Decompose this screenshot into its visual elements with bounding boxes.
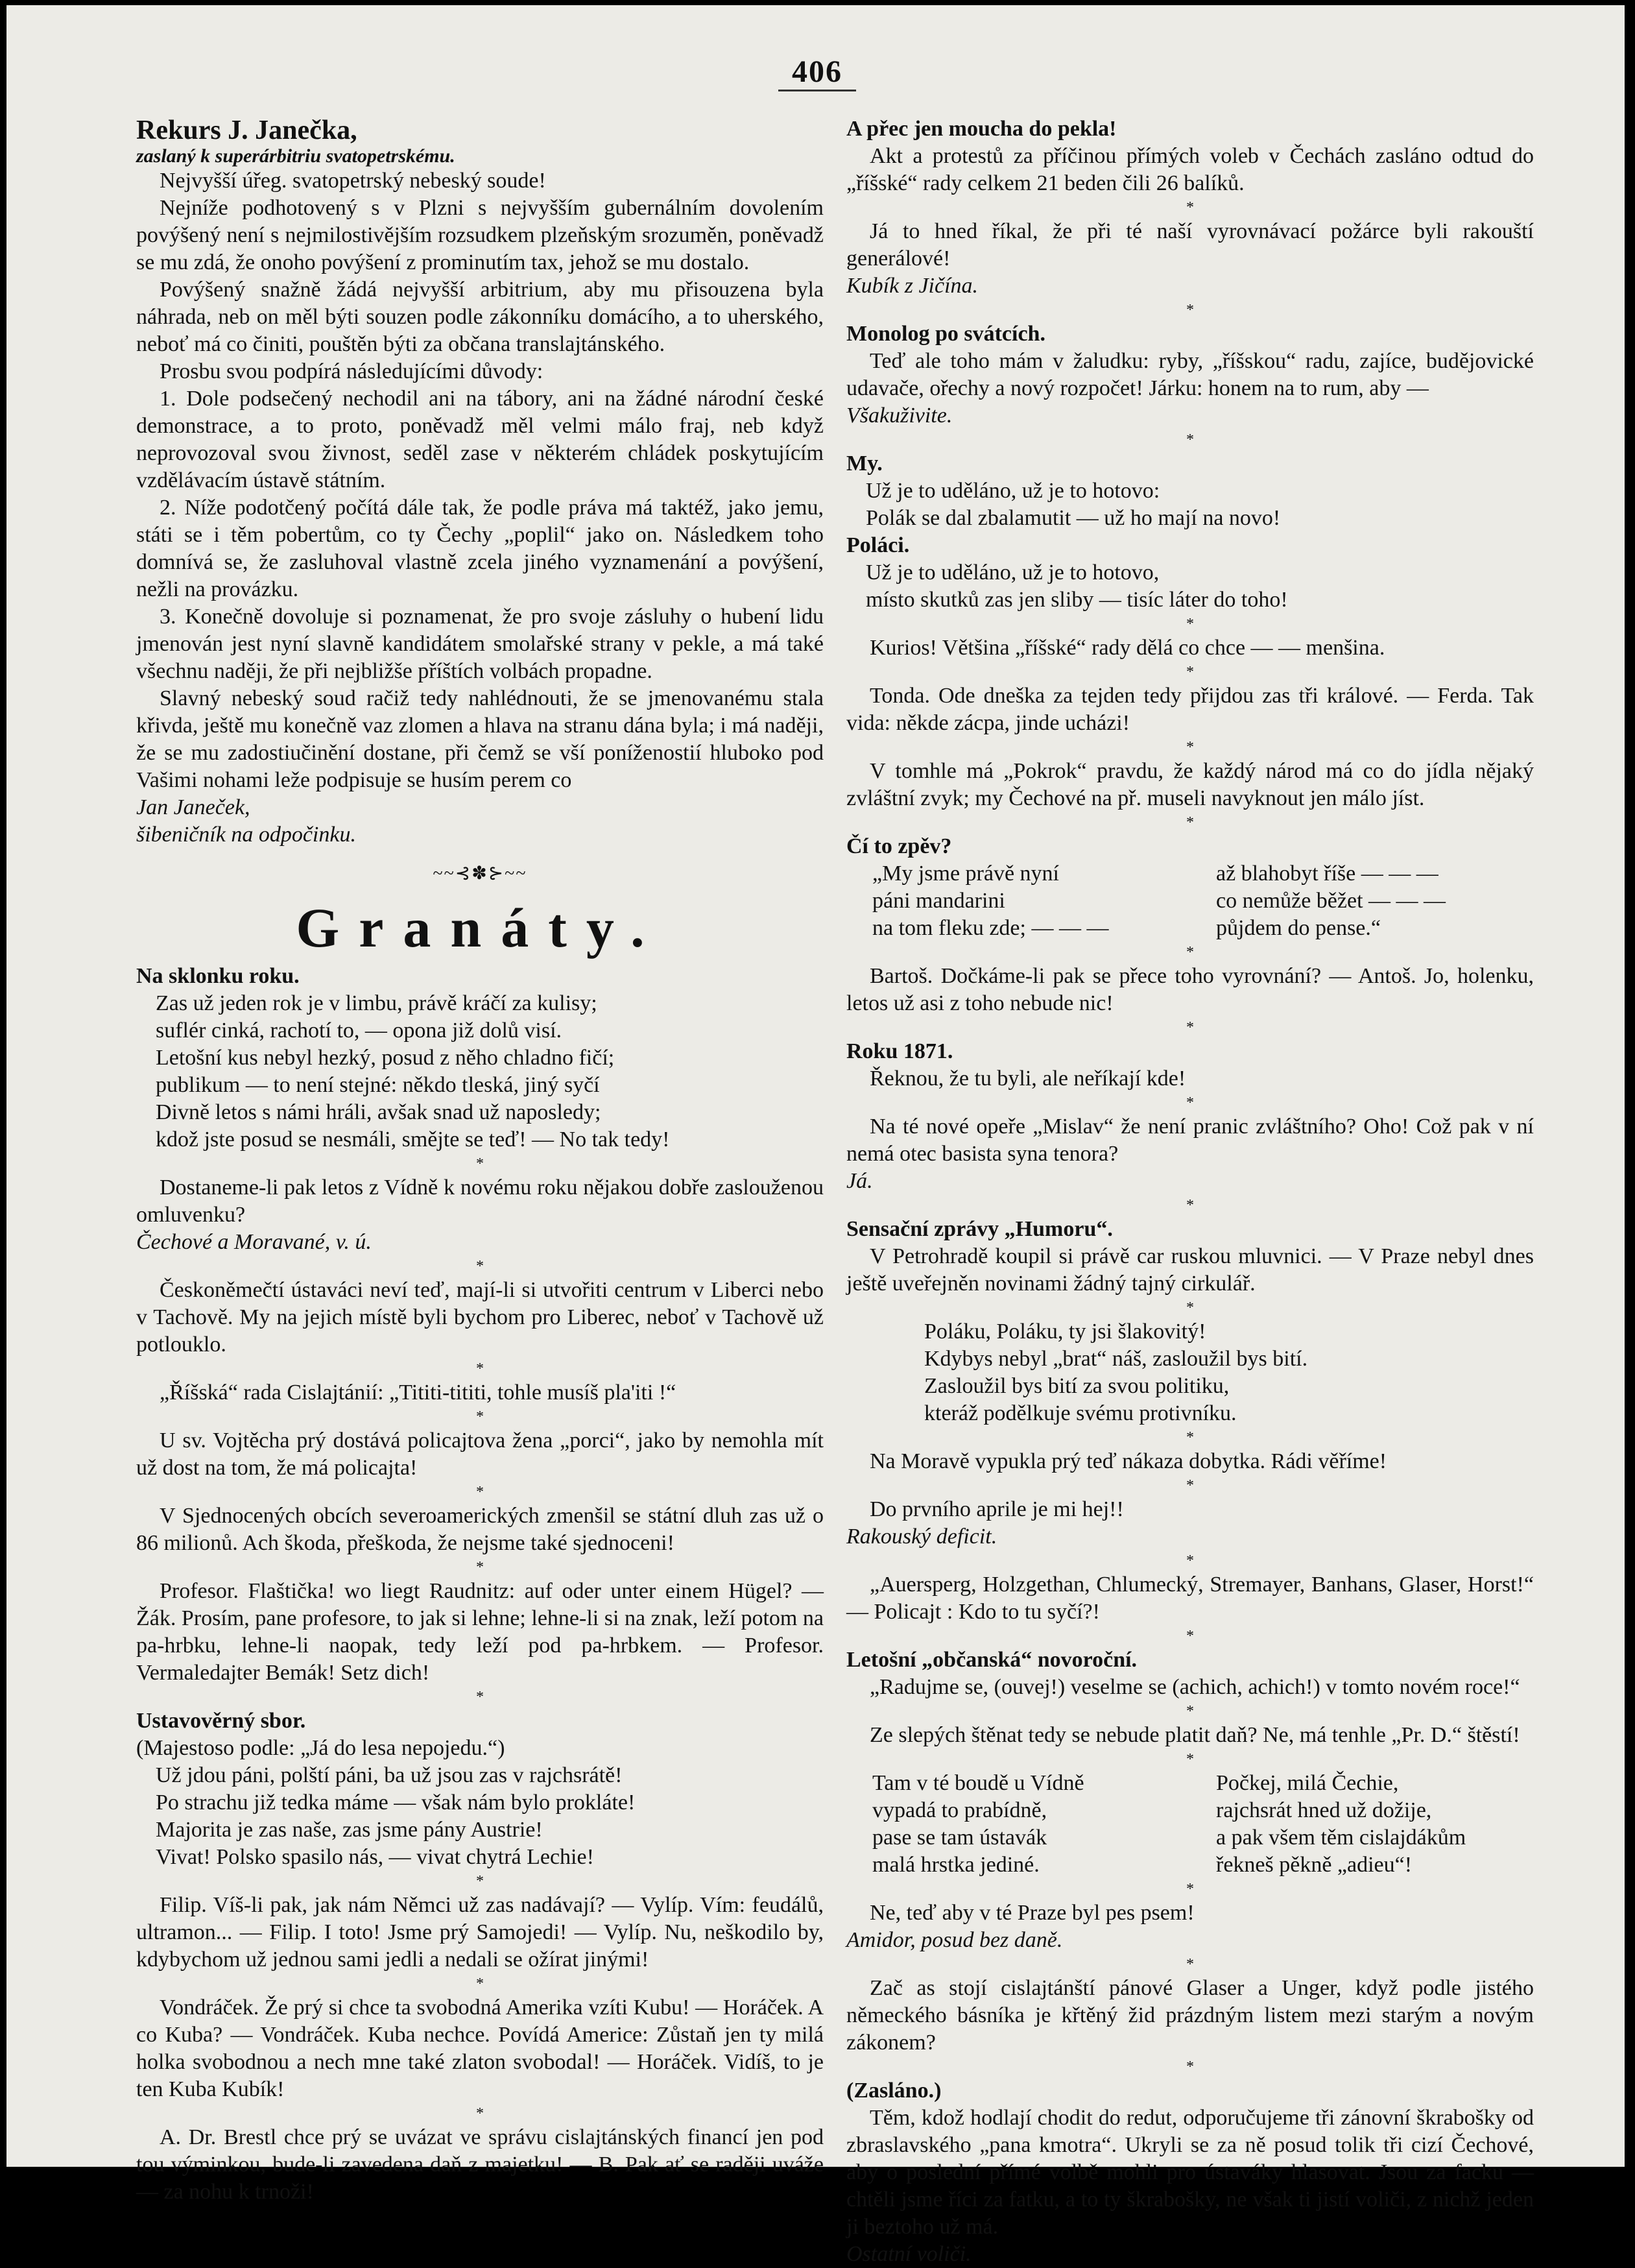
poem [156,1762,824,1871]
poem-line: kdož jste posud se nesmáli, smějte se teď! — No tak tedy! [156,1128,670,1152]
paragraph: Na Moravě vypukla prý teď nákaza dobytka. Rádi věříme! [870,1449,1387,1473]
star-separator: * [1186,199,1194,216]
rekurs-paragraph: Slavný nebeský soud račiž tedy nahlédnouti, že se jmenovanému stala křivda, ještě mu konečně vaz zlomen a hlava na stranu dána byla; i má naději, že se mu zadostiučinění dostane, při čemž se vší poníženostií hluboko pod Vašimi nohami leže podpisuje se husím perem co [136,686,824,792]
poem [866,477,1534,532]
star-separator: * [1186,302,1194,319]
star-separator: * [476,1484,484,1501]
poem-line: Už jdou páni, polští páni, ba už jsou zas v rajchsrátě! [156,1763,623,1787]
paragraph: Teď ale toho mám v žaludku: ryby, „říšskou“ radu, zajíce, budějovické udavače, ořechy a nový rozpočet! Járku: honem na to rum, aby — [846,349,1534,400]
section-title: Roku 1871. [846,1039,953,1063]
star-separator: * [1186,814,1194,831]
paragraph: Řeknou, že tu byli, ale neříkají kde! [870,1067,1186,1091]
signature: Rakouský deficit. [846,1525,997,1549]
rekurs-paragraph: 1. Dole podsečený nechodil ani na tábory, ani na žádné národní české demonstrace, a to proto, poněvadž měl velmi málo fraj, neb když neprovozoval svou živnost, seděl zase v některém chládek poskytujícím vzdělávacím ústavě státním. [136,387,824,492]
paragraph: „Auersperg, Holzgethan, Chlumecký, Stremayer, Banhans, Glaser, Horst!“ — Policajt : Kdo to tu syčí?! [846,1573,1534,1624]
star-separator: * [1186,1628,1194,1645]
section-title: My. [846,452,883,476]
star-separator: * [1186,1477,1194,1494]
star-separator: * [1186,1552,1194,1569]
rekurs-paragraph: Prosbu svou podpírá následujícími důvody: [160,359,543,383]
signature: Já. [846,1169,873,1193]
rekurs-paragraph: 3. Konečně dovoluje si poznamenat, že pro svoje zásluhy o hubení lidu jmenován jest nyní slavně kandidátem smolařské strany v pekle, a má také všechnu naději, že při nejbližše příštích volbách propadne. [136,605,824,683]
poem-line: pase se tam ústavák [872,1826,1047,1850]
star-separator: * [1186,739,1194,756]
left-column [136,115,824,2204]
star-separator: * [1186,616,1194,633]
star-separator: * [1186,1881,1194,1898]
poem-line: Kdybys nebyl „brat“ náš, zasloužil bys bití. [924,1347,1308,1371]
poem-line: Polák se dal zbalamutit — už ho mají na novo! [866,506,1281,530]
poem-line: půjdem do pense.“ [1216,916,1381,940]
rekurs-subtitle: zaslaný k superárbitriu svatopetrskému. [136,145,455,167]
paragraph: V Petrohradě koupil si právě car ruskou mluvnici. — V Praze nebyl dnes ještě uveřejněn novinami žádný tajný cirkulář. [846,1244,1534,1296]
paragraph: Na té nové opeře „Mislav“ že není pranic zvláštního? Oho! Což pak v ní nemá otec basista syna tenora? [846,1115,1534,1166]
poem-line: suflér cinká, rachotí to, — opona již dolů visí. [156,1019,562,1043]
two-column-poem [872,860,1534,942]
poem-line: kteráž podělkuje svému protivníku. [924,1401,1237,1425]
star-separator: * [476,1408,484,1425]
paragraph: Profesor. Flaštička! wo liegt Raudnitz: auf oder unter einem Hügel? — Žák. Prosím, pane profesore, to jak si lehne; lehne-li si na znak, leží potom na pa-hrbku, lehne-li naopak, tedy leží pod pa-hrbkem. — Profesor. Vermaledajter Bemák! Setz dich! [136,1579,824,1685]
star-separator: * [1186,664,1194,681]
star-separator: * [476,1559,484,1576]
poem-line: páni mandarini [872,889,1005,913]
poem [924,1318,1534,1427]
star-separator: * [1186,1197,1194,1214]
poem-line: Majorita je zas naše, zas jsme pány Austrie! [156,1818,543,1842]
page-number: 406 [778,54,856,91]
poem-line: až blahobyt říše — — — [1216,862,1438,886]
section-title: A přec jen moucha do pekla! [846,117,1117,141]
section-subtitle: (Majestoso podle: „Já do lesa nepojedu.“) [136,1736,505,1760]
star-separator: * [476,2105,484,2122]
poem-line: na tom fleku zde; — — — [872,916,1109,940]
rekurs-signature: šibeničník na odpočinku. [136,823,356,847]
paragraph: Kurios! Většina „říšské“ rady dělá co chce — — menšina. [870,636,1385,660]
section-title: Na sklonku roku. [136,964,300,988]
paragraph: Tonda. Ode dneška za tejden tedy přijdou zas tři králové. — Ferda. Tak vida: někde zácpa, jinde ucházi! [846,684,1534,735]
star-separator: * [476,1360,484,1377]
paragraph: Ne, teď aby v té Praze byl pes psem! [870,1901,1195,1925]
paragraph: Vondráček. Že prý si chce ta svobodná Amerika vzíti Kubu! — Horáček. A co Kuba? — Vondráček. Kuba nechce. Povídá Americe: Zůstaň jen ty milá holka svobodnou a nech mne také zlaton svobodal! — Horáček. Vidíš, to je ten Kuba Kubík! [136,1996,824,2101]
poem-line: Zas už jeden rok je v limbu, právě kráčí za kulisy; [156,991,597,1015]
section-title: Letošní „občanská“ novoroční. [846,1648,1138,1672]
star-separator: * [1186,1299,1194,1316]
paragraph: Já to hned říkal, že při té naší vyrovnávací požárce byli rakouští generálové! [846,219,1534,271]
rekurs-paragraph: Nejvyšší úřeg. svatopetrský nebeský soude! [160,169,546,193]
section-title: Sensační zprávy „Humoru“. [846,1217,1113,1241]
poem-line: co nemůže běžet — — — [1216,889,1446,913]
signature: Amidor, posud bez daně. [846,1928,1063,1952]
poem-line: místo skutků zas jen sliby — tisíc láter do toho! [866,588,1288,612]
paragraph: V tomhle má „Pokrok“ pravdu, že každý národ má co do jídla nějaký zvláštní zvyk; my Čechové na př. museli navyknout jen málo jíst. [846,759,1534,810]
star-separator: * [1186,1094,1194,1111]
paragraph: Zač as stojí cislajtánští pánové Glaser a Unger, když podle jistého německého básníka je křtěný žid prázdným listem mezi starým a novým zákonem? [846,1976,1534,2055]
two-column-poem [872,1770,1534,1879]
poem-line: rajchsrát hned už dožije, [1216,1798,1432,1822]
poem-line: Poláku, Poláku, ty jsi šlakovitý! [924,1320,1206,1344]
poem [866,559,1534,614]
poem-line: řekneš pěkně „adieu“! [1216,1853,1413,1877]
poem-line: „My jsme právě nyní [872,862,1059,886]
newspaper-page [6,5,1625,2266]
star-separator: * [1186,1956,1194,1973]
paragraph: V Sjednocených obcích severoamerických zmenšil se státní dluh zas už o 86 milionů. Ach škoda, přeškoda, že nejsme také sjednoceni! [136,1504,824,1555]
paragraph: Bartoš. Dočkáme-li pak se přece toho vyrovnání? — Antoš. Jo, holenku, letos už asi z toho nebude nic! [846,964,1534,1015]
poem-line: publikum — to není stejné: někdo tleská, jiný syčí [156,1073,600,1097]
right-column [846,115,1534,2266]
poem-line: Zasloužil bys bití za svou politiku, [924,1374,1230,1398]
poem-line: a pak všem těm cislajdákům [1216,1826,1466,1850]
paragraph: A. Dr. Brestl chce prý se uvázat ve správu cislajtánských financí jen pod tou výminkou, bude-li zavedena daň z majetku! — B. Pak ať se raději uváže — za nohu k trnoži! [136,2125,824,2204]
paragraph: „Říšská“ rada Cislajtánií: „Tititi-tititi, tohle musíš pla'iti !“ [160,1381,676,1405]
paragraph: Těm, kdož hodlají chodit do redut, odporučujeme tři zánovní škrabošky od zbraslavského „pana kmotra“. Ukryli se za ně posud tolik tři cizí Čechové, aby o poslední přímé volbě mohli pro ústaváky hlasovat. Jsou za facku — chtěli jsme říci za fatku, a to ty škrabošky, ne však ti jistí voliči, z nichž jeden ji beztoho už má. [846,2106,1534,2239]
star-separator: * [476,1258,484,1275]
paragraph: Filip. Víš-li pak, jak nám Němci už zas nadávají? — Vylíp. Vím: feudálů, ultramon... — Filip. I toto! Jsme prý Samojedi! — Vylíp. Nu, neškodilo by, kdybychom už jednou sami jedli a nedali se ožírat jinými! [136,1893,824,1972]
poem-line: Už je to uděláno, už je to hotovo: [866,479,1160,503]
star-separator: * [1186,1703,1194,1720]
granaty-heading: Granáty. [296,897,664,959]
rekurs-paragraph: Nejníže podhotovený s v Plzni s nejvyšším gubernálním dovolením povýšený není s nejmilostivějším rozsudkem plzeňským srozuměn, poněvadž se mu zdá, že onoho povýšení z prominutím tax, jehož se mu dostalo. [136,196,824,274]
paragraph: Ze slepých štěnat tedy se nebude platit daň? Ne, má tenhle „Pr. D.“ štěstí! [870,1723,1520,1747]
section-title: Čí to zpěv? [846,834,952,858]
poem-line: Tam v té boudě u Vídně [872,1771,1084,1795]
section-title: Poláci. [846,533,910,557]
paragraph: „Radujme se, (ouvej!) veselme se (achich, achich!) v tomto novém roce!“ [870,1675,1520,1699]
star-separator: * [1186,2058,1194,2075]
poem-line: vypadá to prabídně, [872,1798,1047,1822]
star-separator: * [476,1689,484,1706]
star-separator: * [476,1873,484,1890]
star-separator: * [1186,944,1194,961]
poem-line: malá hrstka jediné. [872,1853,1040,1877]
star-separator: * [1186,431,1194,448]
paragraph: Českoněmečtí ústaváci neví teď, mají-li si utvořiti centrum v Liberci nebo v Tachově. My na jejich místě byli bychom pro Liberec, neboť v Tachově už potlouklo. [136,1278,824,1357]
poem-line: Už je to uděláno, už je to hotovo, [866,561,1160,585]
star-separator: * [476,1155,484,1172]
poem-line: Počkej, milá Čechie, [1216,1771,1399,1795]
poem [156,990,824,1153]
ornament-divider: ~~⊰✽⊱~~ [433,863,527,884]
section-title: Monolog po svátcích. [846,322,1045,346]
poem-line: Vivat! Polsko spasilo nás, — vivat chytrá Lechie! [156,1845,594,1869]
star-separator: * [476,1975,484,1992]
signature: Ostatní voliči. [846,2242,972,2266]
star-separator: * [1186,1019,1194,1036]
star-separator: * [1186,1429,1194,1446]
section-title: (Zasláno.) [846,2079,942,2103]
signature: Všakuživite. [846,404,953,428]
signature: Kubík z Jičína. [846,274,979,298]
star-separator: * [1186,1751,1194,1768]
paragraph: U sv. Vojtěcha prý dostává policajtova žena „porci“, jako by nemohla mít už dost na tom, že má policajta! [136,1429,824,1480]
rekurs-paragraph: Povýšený snažně žádá nejvyšší arbitrium, aby mu přisouzena byla náhrada, neb on měl býti souzen podle zákonníku domácího, a to uherského, neboť má co činiti, pouštěn býti za občana translajtánského. [136,278,824,356]
paragraph: Akt a protestů za příčinou přímých voleb v Čechách zasláno odtud do „říšské“ rady celkem 21 beden čili 26 balíků. [846,144,1534,195]
paragraph: Do prvního aprile je mi hej!! [870,1497,1124,1521]
poem-line: Letošní kus nebyl hezký, posud z něho chladno fičí; [156,1046,615,1070]
paragraph: Dostaneme-li pak letos z Vídně k novému roku nějakou dobře zaslouženou omluvenku? [136,1176,824,1227]
section-title: Ustavověrný sbor. [136,1709,306,1733]
rekurs-paragraph: 2. Níže podotčený počítá dále tak, že podle práva má taktéž, jako jemu, státi se i těm pobertům, co ty Čechy „poplil“ jako on. Následkem toho domnívá se, že zasluhoval vlastně zcela jiného vyznamenání a povýšení, nežli na provázku. [136,496,824,601]
rekurs-title: Rekurs J. Janečka, [136,115,357,145]
poem-line: Divně letos s námi hráli, avšak snad už naposledy; [156,1100,601,1124]
rekurs-signature: Jan Janeček, [136,795,250,819]
signature: Čechové a Moravané, v. ú. [136,1230,372,1254]
poem-line: Po strachu již tedka máme — však nám bylo prokláte! [156,1791,636,1815]
